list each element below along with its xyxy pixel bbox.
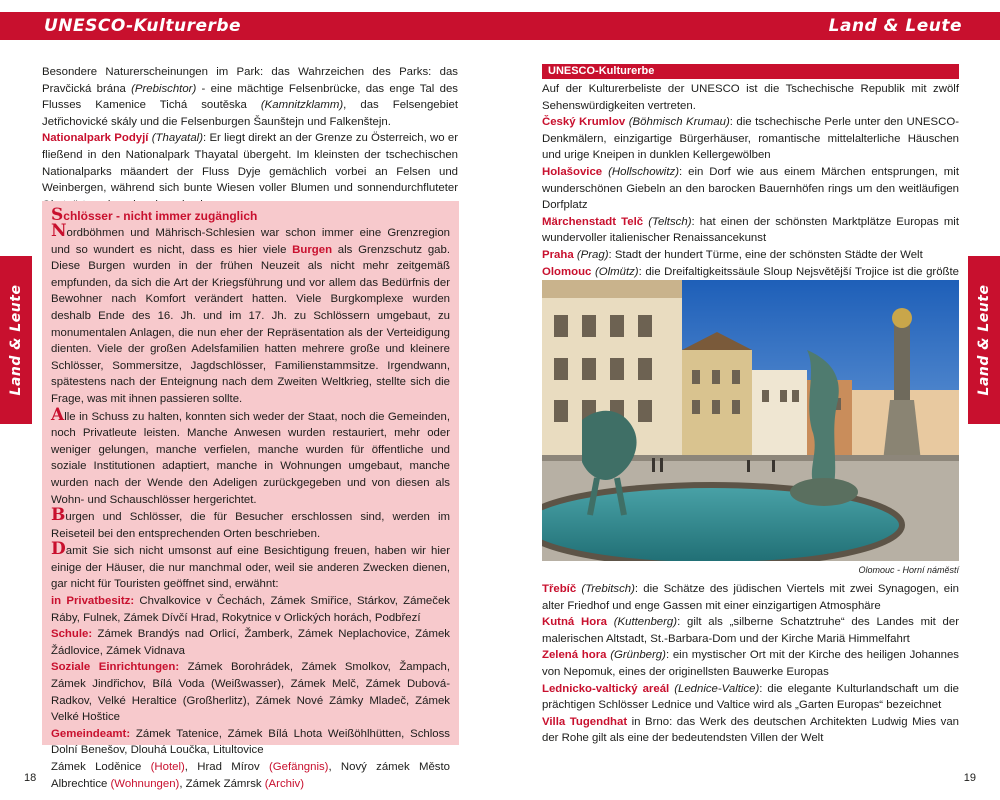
paragraph — [51, 505, 450, 542]
text-run: (Teltsch) — [643, 215, 692, 228]
running-header-left — [0, 12, 500, 40]
paragraph — [42, 64, 458, 130]
text-run: Zámek Loděnice — [51, 761, 151, 773]
text-run: A — [51, 404, 65, 425]
box-title-initial: S — [51, 205, 64, 225]
unesco-entries-top — [542, 81, 959, 297]
paragraph — [542, 614, 959, 647]
text-run: (Kuttenberg) — [606, 616, 678, 629]
paragraph — [542, 647, 959, 680]
text-run: in Brno: das Werk des deutschen Architekten Ludwig Mies van der Rohe gilt als eine der bedeutendsten Villen der Welt — [542, 715, 960, 745]
paragraph — [51, 659, 450, 725]
text-run: : die Schätze des jüdischen Viertels mit zwei Synagogen, ein alter Friedhof und enge Gassen mit einer einzigartigen Atmosphäre — [542, 583, 959, 612]
text-run: Holašovice — [542, 165, 603, 178]
paragraph — [542, 714, 959, 747]
text-run: Gemeindeamt: — [51, 727, 131, 740]
text-run: , Hrad Mírov — [184, 761, 269, 773]
text-run: Český Krumlov — [542, 116, 626, 129]
text-run: B — [51, 505, 66, 526]
side-tab-label: Land & Leute — [976, 284, 992, 396]
text-run: Soziale Einrichtungen: — [51, 661, 180, 674]
text-run: Třebíč — [542, 583, 577, 595]
text-run: D — [51, 539, 66, 560]
page-number-left: 18 — [24, 772, 37, 784]
text-run: Burgen — [292, 243, 333, 256]
text-run: Zámek Brandýs nad Orlicí, Žamberk, Zámek Neplachovice, Zámek Žádlovice, Zámek Vidnava — [51, 628, 450, 657]
text-run: : Stadt der hundert Türme, eine der schönsten Städte der Welt — [608, 248, 923, 261]
text-run: : ein mystischer Ort mit der Kirche des heiligen Johannes von Nepomuk, eines der originellsten Bauwerke Europas — [542, 649, 960, 678]
paragraph — [542, 214, 959, 247]
text-run: , das Felsengebiet Jetřichovické skály und die Felsenburgen Šaunštejn und Falkenštejn. — [42, 99, 458, 128]
text-run: Villa Tugendhat — [542, 715, 628, 728]
text-run: (Kamnitzklamm) — [260, 99, 344, 112]
text-run: ordböhmen und Mährisch-Schlesien war schon immer eine Grenzregion und so wundert es nicht, dass es hier viele — [51, 227, 450, 256]
photo-caption: Olomouc - Horní náměstí — [858, 565, 959, 575]
text-run: Zelená hora — [542, 649, 607, 662]
paragraph-list — [42, 64, 458, 213]
paragraph — [51, 404, 450, 509]
text-run: Zámek Borohrádek, Zámek Smolkov, Žampach, Zámek Jindřichov, Bílá Voda (Weißwasser), Zámek Melč, Zámek Dubová-Radkov, Velké Heraltice (Großherlitz), Zámek Nové Zámky Mladeč, Zámek Velké Hoštice — [51, 661, 450, 724]
running-header-right — [500, 12, 1000, 40]
text-run: Chvalkovice v Čechách, Zámek Smiřice, Stárkov, Zámeček Ráby, Fulnek, Zámek Dívčí Hrad, Rokytnice v Orlických horách, Podbřezí — [51, 595, 450, 624]
text-run: (Thayatal) — [148, 132, 204, 145]
text-run: : die elegante Kulturlandschaft um die prächtigen Schlösser Lednice und Valtice wird als „Garten Europas“ bezeichnet — [542, 682, 960, 712]
paragraph — [542, 247, 959, 264]
text-run: Nationalpark Podyjí — [42, 132, 149, 145]
paragraph — [542, 581, 959, 614]
side-tab-label: Land & Leute — [8, 284, 24, 396]
text-run: Schule: — [51, 628, 93, 641]
side-tab-left — [0, 256, 32, 424]
unesco-list-bottom — [542, 581, 959, 747]
text-run: : ein Dorf wie aus einem Märchen entsprungen, mit wunderschönen Giebeln an den barocken Bauernhöfen rings um den weitläufigen Dorfplatz — [542, 165, 959, 212]
castles-info-box — [42, 201, 459, 790]
text-run: (Lednice-Valtice) — [669, 682, 760, 695]
text-run: : Er liegt direkt an der Grenze zu Österreich, wo er fließend in den Nationalpark Thayatal übergeht. Im kleinsten der tschechischen Nationalparks mäandert der Fluss Dyje gemächlich vorbei an Felsen und Weinbergen, während sich bunte Wiesen voller Blumen und sonnendurchfluteter — [42, 132, 458, 195]
paragraph — [51, 539, 450, 593]
paragraph — [542, 164, 959, 214]
text-run: , Nový zámek Město Albrechtice — [51, 761, 450, 790]
side-tab-right — [968, 256, 1000, 424]
text-run: (Archiv) — [264, 777, 304, 790]
text-run: (Olmütz) — [591, 265, 639, 278]
unesco-entries-bottom — [542, 581, 959, 747]
text-run: Lednicko-valtický areál — [542, 682, 670, 695]
text-run: : die Dreifaltigkeitssäule Sloup Nejsvětější Trojice ist die größte — [638, 265, 959, 278]
text-run: Besondere Naturerscheinungen im Park: das Wahrzeichen des Parks: das Pravčická brána — [42, 66, 458, 95]
text-run: : hat einen der schönsten Marktplätze Europas mit wundervoller italienischer Renaissancekunst — [542, 215, 960, 245]
paragraph — [51, 221, 450, 408]
text-run: (Gefängnis) — [268, 761, 329, 773]
text-run: : gilt als „silberne Schatztruhe“ des Landes mit der malerischen Altstadt, St.-Barbara-Dom und der Kirche Mariä Himmelfahrt — [542, 616, 960, 645]
section-label-bar — [542, 64, 959, 79]
text-run: (Hotel) — [150, 761, 185, 773]
text-run: Praha — [542, 248, 574, 261]
unesco-list-top — [542, 64, 959, 297]
box-title-text: chlösser - nicht immer zugänglich — [63, 209, 258, 223]
text-run: in Privatbesitz: — [51, 595, 135, 608]
left-intro-text — [42, 64, 458, 213]
text-run: (Prebischtor) — [131, 82, 197, 95]
text-run: Olomouc — [542, 265, 592, 278]
olomouc-square-photo — [542, 280, 959, 561]
text-run: N — [51, 221, 67, 241]
paragraph — [51, 626, 450, 659]
paragraph — [542, 81, 959, 114]
header-title-right: Land & Leute — [828, 16, 962, 36]
text-run: , Zámek Zámrsk — [179, 777, 265, 790]
text-run: Märchenstadt Telč — [542, 215, 644, 228]
section-label: UNESCO-Kulturerbe — [548, 65, 655, 77]
text-run: urgen und Schlösser, die für Besucher erschlossen sind, werden im Reiseteil bei den entsprechenden Orten beschrieben. — [51, 511, 450, 540]
text-run: : die tschechische Perle unter den UNESCO-Denkmälern, einzigartige Bürgerhäuser, romantische mittelalterliche Häuschen und urige Kneipen in dunklen Kellergewölben — [542, 116, 959, 162]
text-run: Auf der Kulturerbeliste der UNESCO ist die Tschechische Republik mit zwölf Sehenswürdigkeiten vertreten. — [542, 83, 959, 112]
text-run: amit Sie sich nicht umsonst auf eine Besichtigung freuen, haben wir hier einige der Häuser, die nur manchmal oder, weil sie anderen Zwecken dienen, gar nicht für Touristen geöffnet sind, erwähnt: — [51, 545, 450, 591]
text-run: (Trebitsch) — [576, 583, 635, 595]
text-run: (Böhmisch Krumau) — [625, 116, 730, 129]
text-run: lle in Schuss zu halten, konnten sich weder der Staat, noch die Gemeinden, noch Privatleute leisten. Manche Anwesen wurden restauriert, mehr oder weniger gelungen, manche verfielen, manche wurden für öffentliche und soziale Institutionen adaptiert, manche in Wohnungen umgebaut, manche wurden nach der Wende den Adeligen zurückgegeben und von diesen als Wohn- und Schauschlösser hergerichtet. — [51, 410, 450, 506]
text-run: (Hollschowitz) — [602, 165, 679, 178]
paragraph — [51, 593, 450, 626]
box-body — [51, 221, 450, 792]
paragraph — [51, 726, 450, 759]
page-number-right: 19 — [963, 772, 976, 784]
text-run: (Wohnungen) — [110, 777, 180, 790]
header-title-left: UNESCO-Kulturerbe — [44, 16, 242, 36]
text-run: (Prag) — [573, 248, 609, 261]
paragraph — [51, 759, 450, 792]
paragraph — [542, 114, 959, 164]
text-run: Kutná Hora — [542, 616, 607, 629]
photo-illustration — [542, 280, 959, 561]
box-title — [51, 205, 450, 225]
text-run: Zámek Tatenice, Zámek Bílá Lhota Weißöhlhütten, Schloss Dolní Benešov, Dlouhá Loučka, Litultovice — [51, 727, 450, 757]
text-run: - eine mächtige Felsenbrücke, das enge Tal des Flusses Kamenice Tichá soutěska — [42, 82, 458, 112]
text-run: als Grenzschutz gab. Diese Burgen wurden in der frühen Neuzeit als nicht mehr zeitgemäß empfunden, da sich die Art der Kriegsführung und vor allem das Bedürfnis der Bewohner nach Komfort verändert hatten. Viele Burgkomplexe wurden deshalb Ende des 16. Jh. und im 17. Jh. zu Schlössern umgebaut, zu monumentalen Anlagen, die nun eher der Repräsentation als der Verteidigung dienten. Viele der großen Adelsfamilien hatten mehrere große und kleinere Schlösser, Sommersitze, Jagdschlösser, Familienstammsitze. Irgendwann, spätestens nach der Enteignung nach dem Zweiten Weltkrieg, stellte sich die Frage, was mit ihnen passieren sollte. — [51, 243, 450, 405]
paragraph — [542, 681, 959, 714]
text-run: (Grünberg) — [606, 649, 666, 662]
